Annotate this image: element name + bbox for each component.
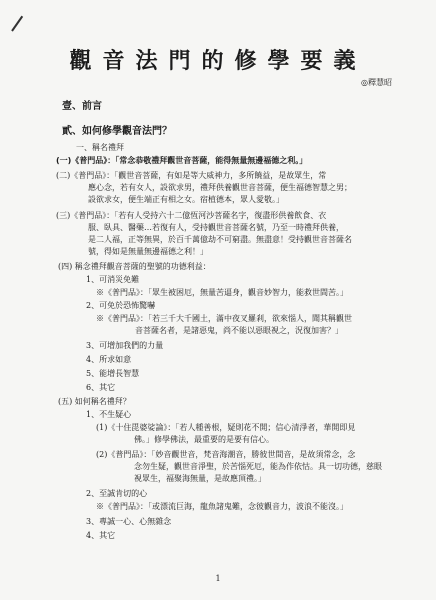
paragraph-line: 應心念，若有女人，設欲求男，禮拜供養觀世音菩薩，便生福德智慧之男； bbox=[88, 183, 352, 192]
paragraph-line: (四) 稱念禮拜觀音菩薩的聖號的功德利益： bbox=[58, 262, 211, 271]
section-heading-practice: 貳、如何修學觀音法門？ bbox=[62, 126, 172, 137]
list-item: 1、可消災免難 bbox=[86, 275, 140, 284]
list-item: 2、可免於恐怖驚嚇 bbox=[86, 301, 156, 310]
paragraph-line: (五) 如何稱名禮拜？ bbox=[58, 397, 131, 406]
pen-mark bbox=[11, 16, 23, 32]
paragraph-line: ※《普門品》：「眾生被困厄，無量苦逼身，觀音妙智力，能救世間苦。」 bbox=[96, 288, 348, 297]
paragraph-line: (三)《普門品》：「若有人受持六十二億恆河沙菩薩名字，復盡形供養飲食、衣 bbox=[56, 211, 327, 220]
list-item: 2、至誠肯切的心 bbox=[86, 489, 148, 498]
document-title: 觀音法門的修學要義 bbox=[69, 49, 367, 74]
list-item: 3、專誠一心、心無雜念 bbox=[86, 517, 172, 526]
paragraph-line: 佛。」修學佛法，最重要的是要有信心。 bbox=[134, 435, 274, 444]
list-item: 1、不生疑心 bbox=[86, 410, 132, 419]
page-number: 1 bbox=[215, 574, 221, 583]
subheading-chanting: 一、稱名禮拜 bbox=[76, 143, 124, 152]
paragraph-line: (二)《普門品》：「觀世音菩薩，有如是等大威神力，多所饒益，是故眾生，常 bbox=[56, 171, 327, 180]
paragraph-line: 念勿生疑，觀世音淨聖，於苦惱死厄，能為作依怙。具一切功德，慈眼 bbox=[134, 462, 382, 471]
paragraph-line: (1)《十住毘婆娑論》：「若人種善根，疑則花不開；信心清淨者，華開即見 bbox=[96, 423, 356, 432]
paragraph-line: ※《普門品》：「或漂流巨海，龍魚諸鬼難，念彼觀音力，波浪不能沒。」 bbox=[96, 502, 348, 511]
list-item: 6、其它 bbox=[86, 383, 116, 392]
list-item: 3、可增加我們的力量 bbox=[86, 341, 164, 350]
paragraph-line: (2)《普門品》：「妙音觀世音，梵音海潮音，勝彼世間音，是故須常念，念 bbox=[96, 450, 356, 459]
list-item: 5、能增長智慧 bbox=[86, 369, 140, 378]
section-heading-intro: 壹、前言 bbox=[62, 101, 102, 112]
paragraph-line: 音菩薩名者，是諸惡鬼，尚不能以惡眼視之，況復加害？」 bbox=[135, 326, 343, 335]
author: ◎釋慧昭 bbox=[361, 78, 392, 87]
list-item: 4、其它 bbox=[86, 531, 116, 540]
list-item: 4、所求如意 bbox=[86, 355, 132, 364]
paragraph-line: ※《普門品》：「若三千大千國土，滿中夜叉羅剎，欲來惱人，聞其稱觀世 bbox=[96, 314, 352, 323]
paragraph-line: 設欲求女，便生端正有相之女。宿植德本，眾人愛敬。」 bbox=[88, 195, 284, 204]
paragraph-line: 服、臥具、醫藥…若復有人，受持觀世音菩薩名號，乃至一時禮拜供養， bbox=[88, 223, 344, 232]
paragraph-line: 視眾生，福聚海無量，是故應頂禮。」 bbox=[134, 474, 266, 483]
paragraph-line: 號，得如是無量無邊福德之利！」 bbox=[88, 247, 208, 256]
paragraph-line: 是二人福，正等無異，於百千萬億劫不可窮盡。無盡意！受持觀世音菩薩名 bbox=[88, 235, 352, 244]
paragraph-line: (一)《普門品》：「常念恭敬禮拜觀世音菩薩，能得無量無邊福德之利。」 bbox=[56, 156, 308, 165]
